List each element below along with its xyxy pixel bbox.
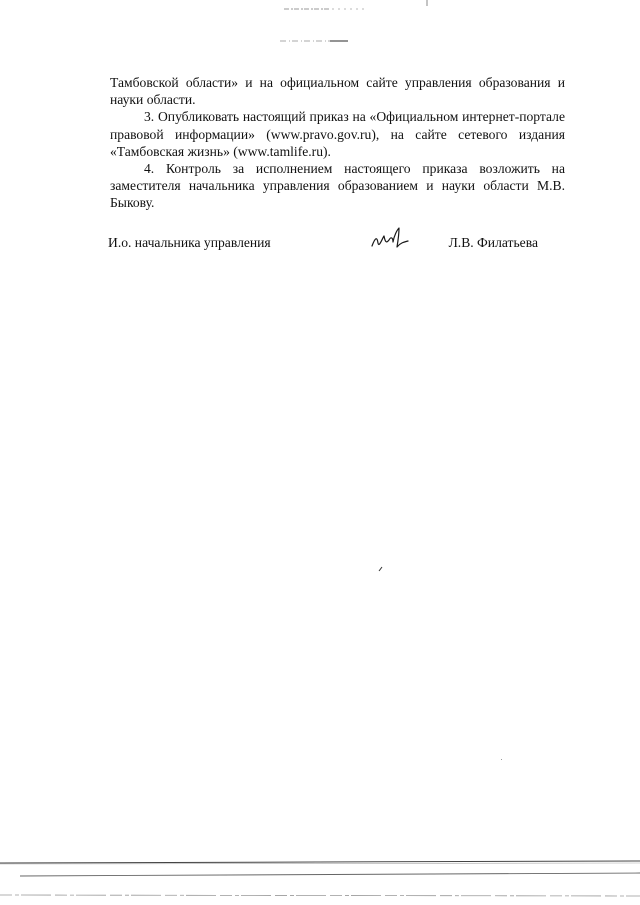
paragraph-continuation: Тамбовской области» и на официальном сайте управления образования и науки области. [110, 75, 565, 108]
scan-artifact-top [270, 0, 430, 50]
scan-speck [500, 758, 504, 762]
document-body [110, 74, 565, 212]
handwritten-signature [370, 226, 410, 252]
signer-name: Л.В. Филатьева [448, 235, 538, 250]
paragraph-item-3: 3. Опубликовать настоящий приказ на «Официальном интернет-портале правовой информации» (www.pravo.gov.ru), на сайте сетевого издания «Тамбовская жизнь» (www.tamlife.ru). [110, 109, 565, 159]
scan-artifact-bottom [0, 855, 640, 905]
paragraph-item-4: 4. Контроль за исполнением настоящего приказа возложить на заместителя начальника управления образованием и науки области М.В. Быкову. [110, 161, 565, 211]
scan-speck [378, 566, 384, 572]
signature-block [108, 232, 538, 256]
signer-title: И.о. начальника управления [108, 235, 271, 250]
